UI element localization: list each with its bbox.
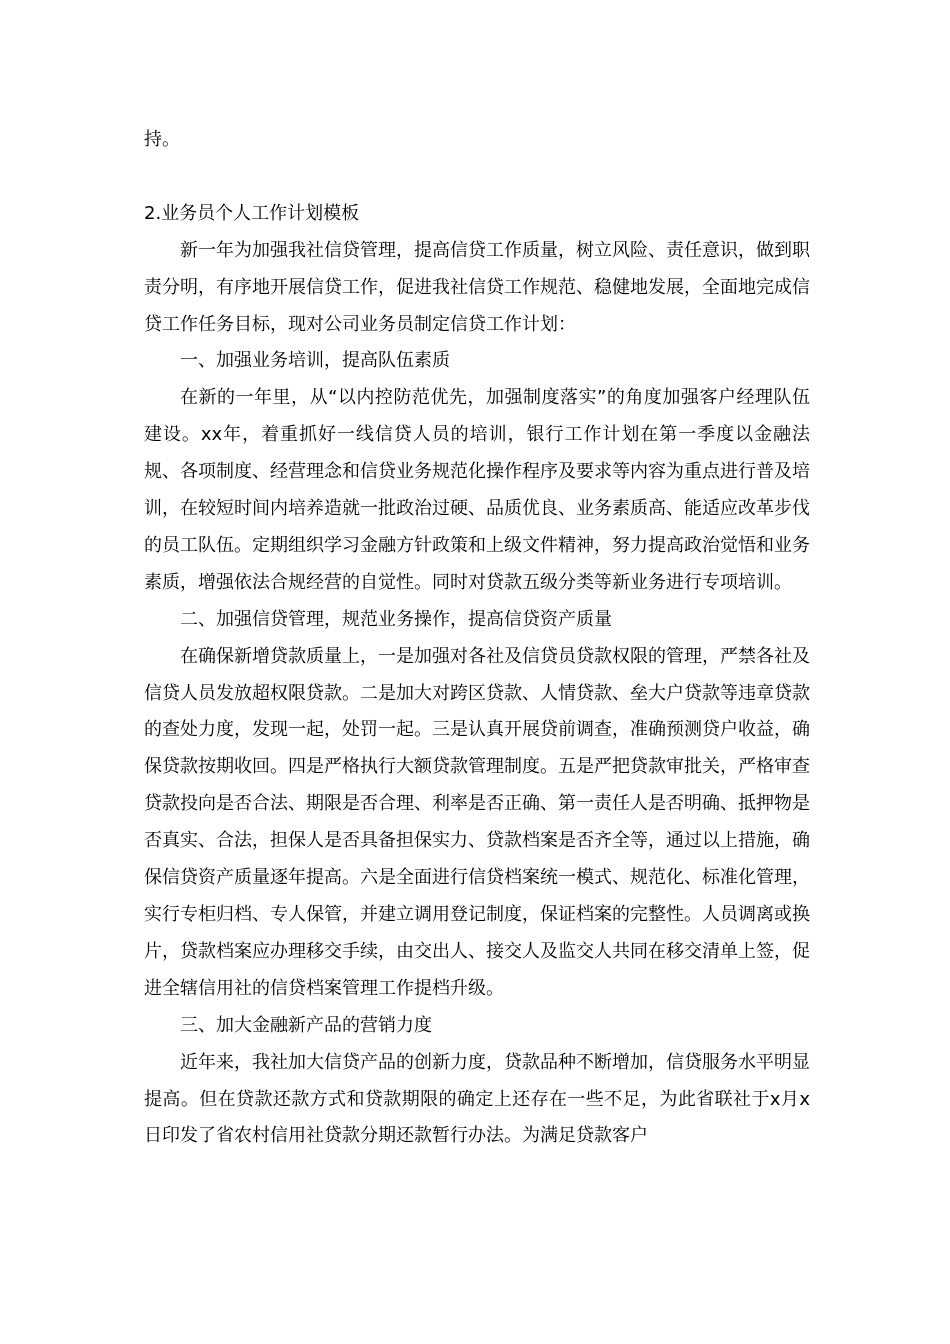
heading-two: 二、加强信贷管理，规范业务操作，提高信贷资产质量 xyxy=(180,608,612,630)
heading-one: 一、加强业务培训，提高队伍素质 xyxy=(180,350,450,372)
section-title: 2.业务员个人工作计划模板 xyxy=(144,202,360,224)
paragraph-marketing: 近年来，我社加大信贷产品的创新力度，贷款品种不断增加，信贷服务水平明显提高。但在贷款还款方式和贷款期限的确定上还存在一些不足，为此省联社于x月x日印发了省农村信用社贷款分期还款暂行办法。为满足贷款客户 xyxy=(144,1051,810,1147)
document-body xyxy=(144,122,810,1155)
paragraph-credit-management: 在确保新增贷款质量上，一是加强对各社及信贷员贷款权限的管理，严禁各社及信贷人员发放超权限贷款。二是加大对跨区贷款、人情贷款、垒大户贷款等违章贷款的查处力度，发现一起，处罚一起。三是认真开展贷前调查，准确预测贷户收益，确保贷款按期收回。四是严格执行大额贷款管理制度。五是严把贷款审批关，严格审查贷款投向是否合法、期限是否合理、利率是否正确、第一责任人是否明确、抵押物是否真实、合法，担保人是否具备担保实力、贷款档案是否齐全等，通过以上措施，确保信贷资产质量逐年提高。六是全面进行信贷档案统一模式、规范化、标准化管理，实行专柜归档、专人保管，并建立调用登记制度，保证档案的完整性。人员调离或换片，贷款档案应办理移交手续，由交出人、接交人及监交人共同在移交清单上签，促进全辖信用社的信贷档案管理工作提档升级。 xyxy=(144,645,810,999)
heading-three: 三、加大金融新产品的营销力度 xyxy=(180,1014,432,1036)
paragraph-training: 在新的一年里，从“以内控防范优先，加强制度落实”的角度加强客户经理队伍建设。xx年，着重抓好一线信贷人员的培训，银行工作计划在第一季度以金融法规、各项制度、经营理念和信贷业务规范化操作程序及要求等内容为重点进行普及培训，在较短时间内培养造就一批政治过硬、品质优良、业务素质高、能适应改革步伐的员工队伍。定期组织学习金融方针政策和上级文件精神，努力提高政治觉悟和业务素质，增强依法合规经营的自觉性。同时对贷款五级分类等新业务进行专项培训。 xyxy=(144,387,810,593)
intro-paragraph: 新一年为加强我社信贷管理，提高信贷工作质量，树立风险、责任意识，做到职责分明，有序地开展信贷工作，促进我社信贷工作规范、稳健地发展，全面地完成信贷工作任务目标，现对公司业务员制定信贷工作计划： xyxy=(144,239,810,335)
paragraph-continuation: 持。 xyxy=(144,129,180,150)
